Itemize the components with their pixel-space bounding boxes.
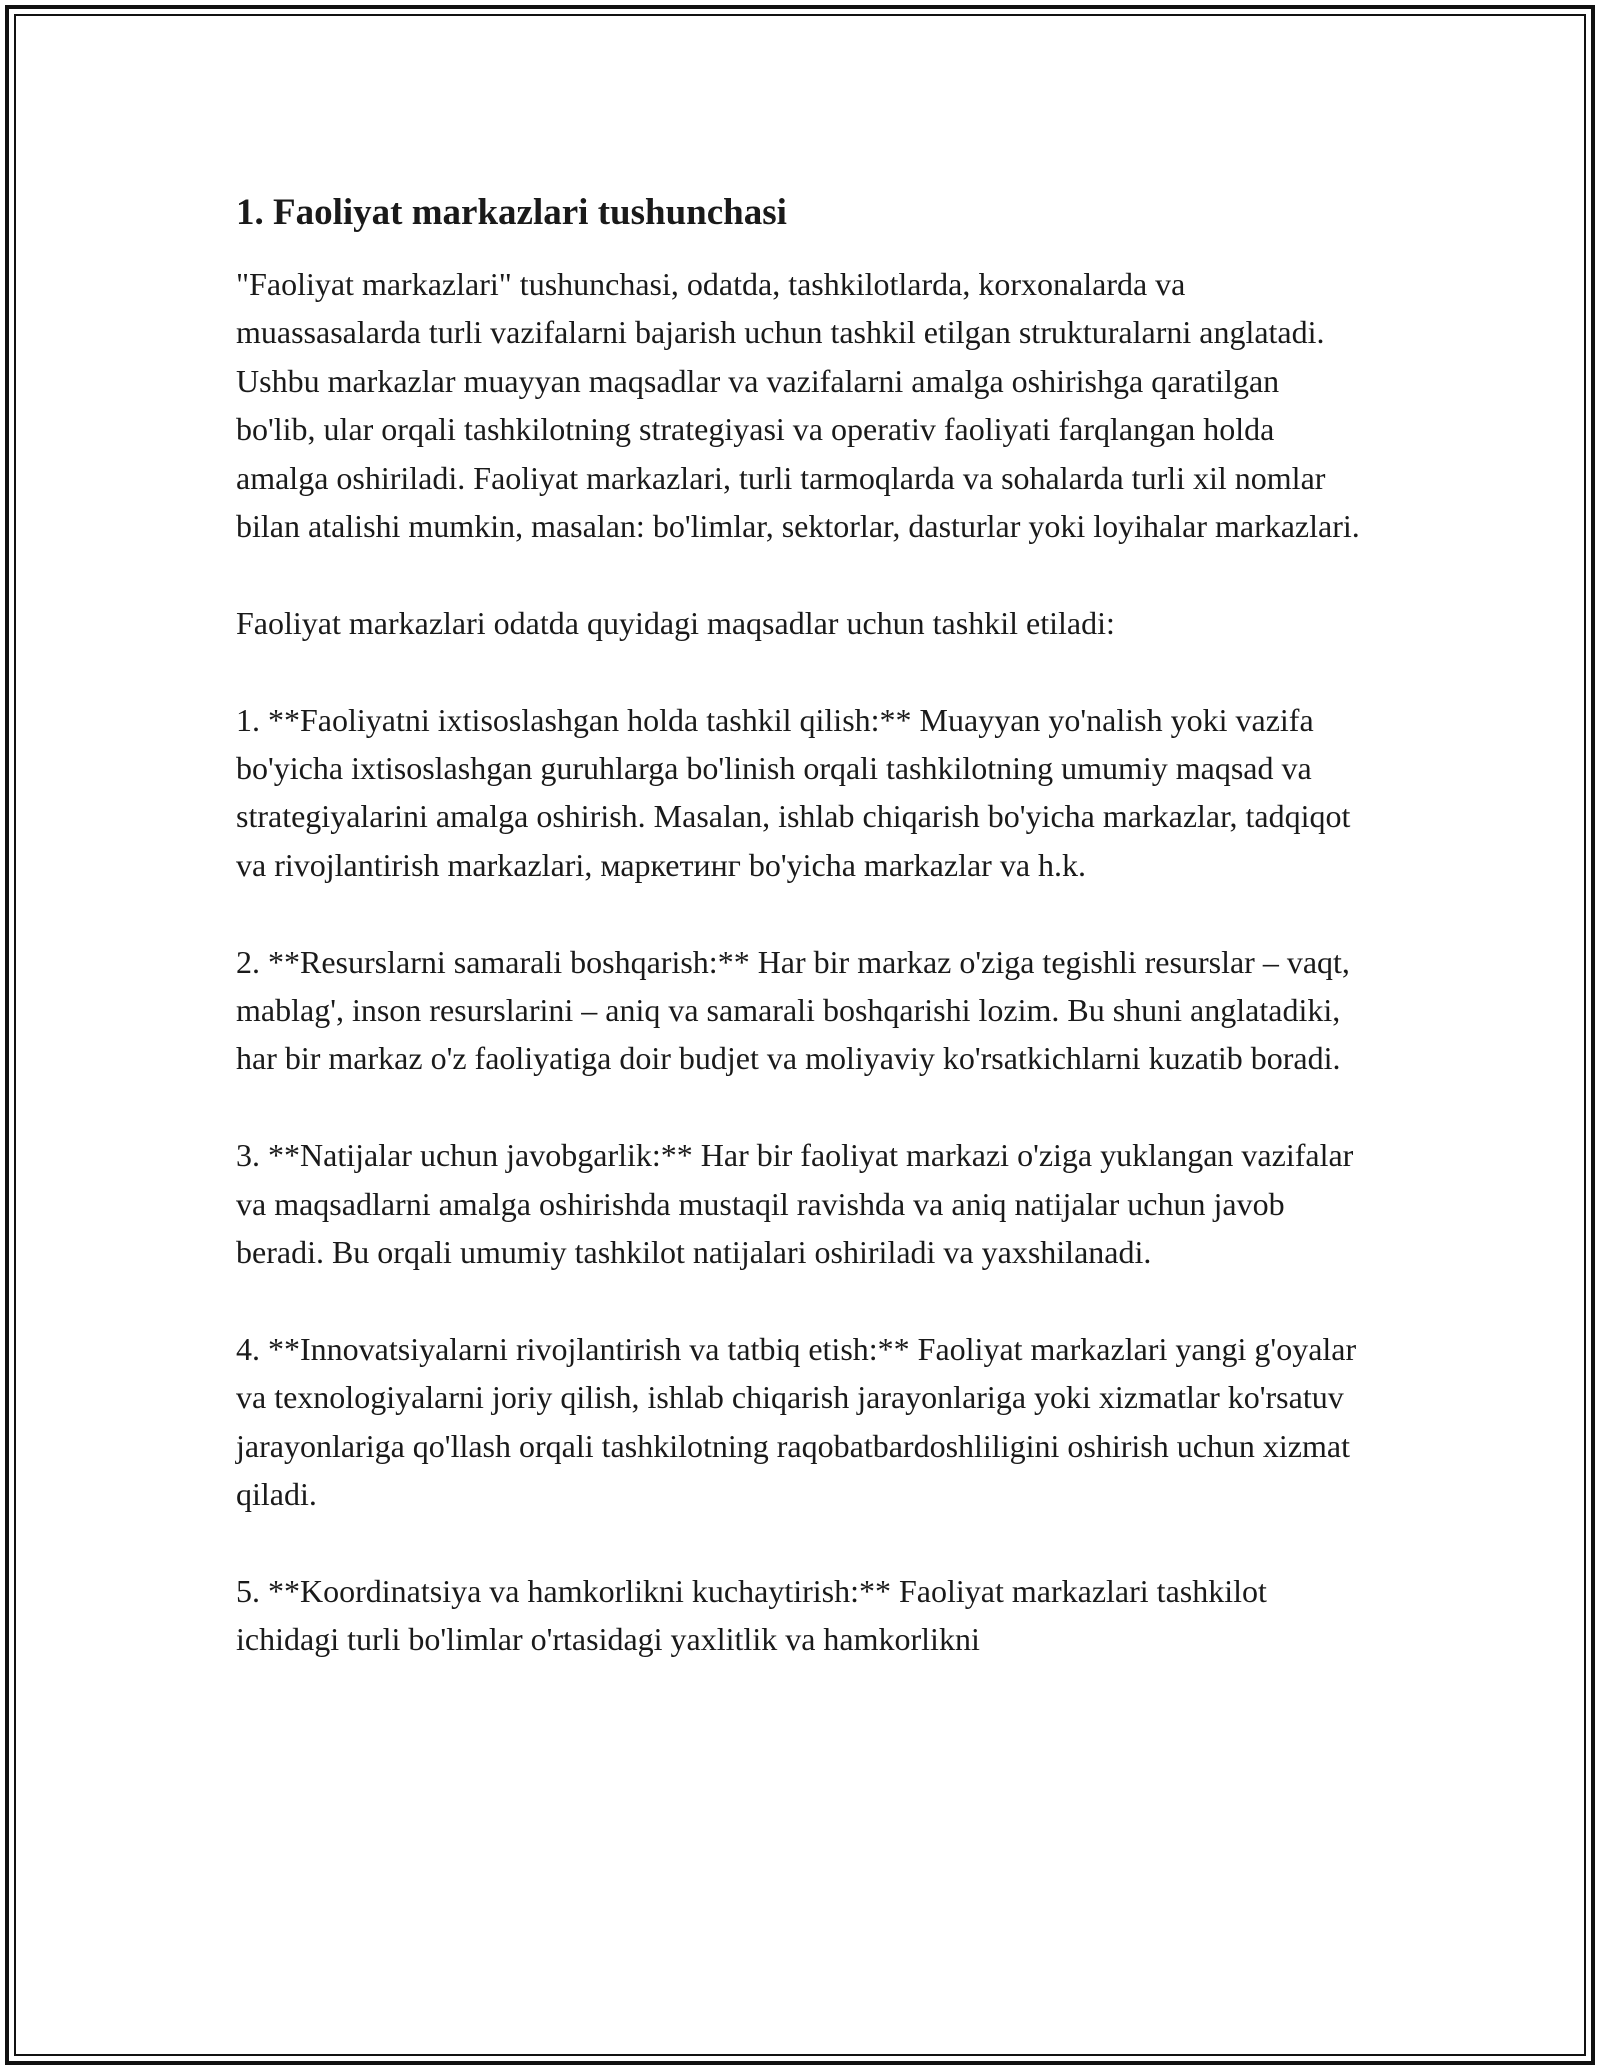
- document-page: [236, 188, 1366, 1712]
- intro-paragraph: "Faoliyat markazlari" tushunchasi, odatda, tashkilotlarda, korxonalarda va muassasalarda turli vazifalarni bajarish uchun tashkil etilgan strukturalarni anglatadi. Ushbu markazlar muayyan maqsadlar va vazifalarni amalga oshirishga qaratilgan bo'lib, ular orqali tashkilotning strategiyasi va operativ faoliyati farqlangan holda amalga oshiriladi. Faoliyat markazlari, turli tarmoqlarda va sohalarda turli xil nomlar bilan atalishi mumkin, masalan: bo'limlar, sektorlar, dasturlar yoki loyihalar markazlari.: [236, 266, 1360, 545]
- purposes-lead-paragraph: Faoliyat markazlari odatda quyidagi maqsadlar uchun tashkil etiladi:: [236, 604, 1115, 641]
- purpose-item-4: 4. **Innovatsiyalarni rivojlantirish va tatbiq etish:** Faoliyat markazlari yangi g'oyalar va texnologiyalarni joriy qilish, ishlab chiqarish jarayonlariga yoki xizmatlar ko'rsatuv jarayonlariga qo'llash orqali tashkilotning raqobatbardoshliligini oshirish uchun xizmat qiladi.: [236, 1330, 1357, 1513]
- purpose-item-5: 5. **Koordinatsiya va hamkorlikni kuchaytirish:** Faoliyat markazlari tashkilot ichidagi turli bo'limlar o'rtasidagi yaxlitlik va hamkorlikni: [236, 1572, 1267, 1658]
- purpose-item-2: 2. **Resurslarni samarali boshqarish:** Har bir markaz o'ziga tegishli resurslar – vaqt, mablag', inson resurslarini – aniq va samarali boshqarishi lozim. Bu shuni anglatadiki, har bir markaz o'z faoliyatiga doir budjet va moliyaviy ko'rsatkichlarni kuzatib boradi.: [236, 943, 1350, 1077]
- purpose-item-3: 3. **Natijalar uchun javobgarlik:** Har bir faoliyat markazi o'ziga yuklangan vazifalar va maqsadlarni amalga oshirishda mustaqil ravishda va aniq natijalar uchun javob beradi. Bu orqali umumiy tashkilot natijalari oshiriladi va yaxshilanadi.: [236, 1137, 1354, 1271]
- section-heading: 1. Faoliyat markazlari tushunchasi: [236, 192, 787, 233]
- purpose-item-1: 1. **Faoliyatni ixtisoslashgan holda tashkil qilish:** Muayyan yo'nalish yoki vazifa bo'yicha ixtisoslashgan guruhlarga bo'linish orqali tashkilotning umumiy maqsad va strategiyalarini amalga oshirish. Masalan, ishlab chiqarish bo'yicha markazlar, tadqiqot va rivojlantirish markazlari, маркетинг bo'yicha markazlar va h.k.: [236, 701, 1351, 883]
